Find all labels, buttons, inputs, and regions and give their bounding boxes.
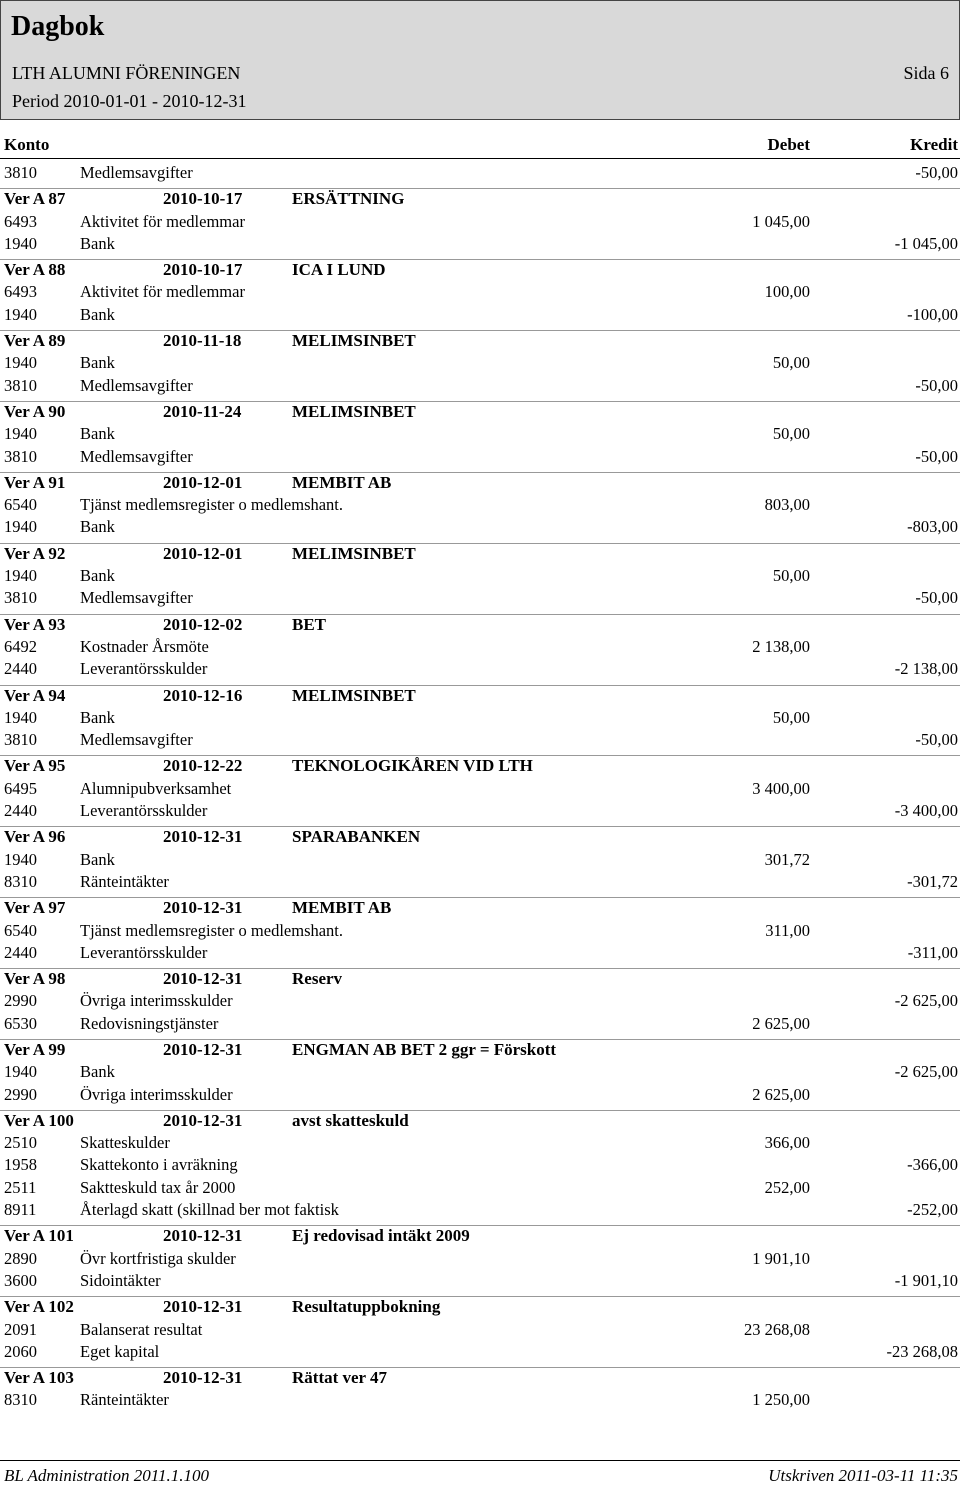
voucher-description: Ej redovisad intäkt 2009 <box>292 1226 470 1246</box>
account-row <box>0 565 960 587</box>
voucher-description: MEMBIT AB <box>292 472 392 492</box>
voucher-header <box>0 685 960 707</box>
voucher-number: Ver A 90 <box>4 401 66 421</box>
account-number: 2990 <box>4 991 37 1011</box>
voucher-divider <box>0 1367 960 1368</box>
journal-entries <box>0 162 960 1412</box>
account-row <box>0 233 960 255</box>
kredit-amount: -23 268,08 <box>886 1341 958 1361</box>
voucher-number: Ver A 101 <box>4 1226 74 1246</box>
column-debet: Debet <box>767 135 810 154</box>
kredit-amount: -50,00 <box>915 375 958 395</box>
account-row <box>0 423 960 445</box>
voucher-header <box>0 614 960 636</box>
account-number: 2440 <box>4 801 37 821</box>
account-number: 2990 <box>4 1084 37 1104</box>
voucher-number: Ver A 93 <box>4 614 66 634</box>
account-name: Bank <box>80 707 115 727</box>
account-name: Bank <box>80 566 115 586</box>
voucher-number: Ver A 96 <box>4 827 66 847</box>
account-name: Återlagd skatt (skillnad ber mot faktisk <box>80 1200 339 1220</box>
voucher-date: 2010-12-31 <box>163 1110 243 1130</box>
debet-amount: 3 400,00 <box>752 778 810 798</box>
voucher-date: 2010-12-22 <box>163 756 243 776</box>
account-name: Bank <box>80 849 115 869</box>
kredit-amount: -3 400,00 <box>894 801 958 821</box>
kredit-amount: -100,00 <box>907 304 958 324</box>
account-number: 1940 <box>4 424 37 444</box>
account-row <box>0 1248 960 1270</box>
voucher-divider <box>0 1296 960 1297</box>
voucher-header <box>0 543 960 565</box>
voucher-header <box>0 1039 960 1061</box>
account-row <box>0 281 960 303</box>
voucher-date: 2010-12-31 <box>163 1226 243 1246</box>
voucher-divider <box>0 1110 960 1111</box>
account-number: 8310 <box>4 1390 37 1410</box>
account-row <box>0 304 960 326</box>
kredit-amount: -1 045,00 <box>894 233 958 253</box>
account-row <box>0 1270 960 1292</box>
account-name: Aktivitet för medlemmar <box>80 211 245 231</box>
report-footer <box>0 1462 960 1486</box>
account-name: Leverantörsskulder <box>80 801 208 821</box>
kredit-amount: -50,00 <box>915 446 958 466</box>
account-name: Medlemsavgifter <box>80 446 193 466</box>
account-number: 6492 <box>4 636 37 656</box>
debet-amount: 2 138,00 <box>752 636 810 656</box>
account-row <box>0 658 960 680</box>
account-row <box>0 1084 960 1106</box>
voucher-number: Ver A 102 <box>4 1297 74 1317</box>
voucher-description: ERSÄTTNING <box>292 189 405 209</box>
account-name: Kostnader Årsmöte <box>80 636 209 656</box>
voucher-divider <box>0 968 960 969</box>
voucher-header <box>0 330 960 352</box>
account-number: 6530 <box>4 1013 37 1033</box>
account-row <box>0 942 960 964</box>
voucher-divider <box>0 188 960 189</box>
debet-amount: 50,00 <box>772 707 810 727</box>
kredit-amount: -2 138,00 <box>894 659 958 679</box>
voucher-date: 2010-12-01 <box>163 543 243 563</box>
software-version: BL Administration 2011.1.100 <box>4 1466 209 1485</box>
voucher-header <box>0 472 960 494</box>
voucher-description: ENGMAN AB BET 2 ggr = Förskott <box>292 1039 557 1059</box>
account-name: Sidointäkter <box>80 1270 161 1290</box>
account-row <box>0 446 960 468</box>
voucher-description: MELIMSINBET <box>292 401 416 421</box>
kredit-amount: -2 625,00 <box>894 1062 958 1082</box>
header-rule <box>0 158 960 159</box>
organization-name: LTH ALUMNI FÖRENINGEN <box>12 63 241 83</box>
voucher-number: Ver A 99 <box>4 1039 66 1059</box>
account-number: 1940 <box>4 566 37 586</box>
account-name: Leverantörsskulder <box>80 659 208 679</box>
account-name: Bank <box>80 424 115 444</box>
debet-amount: 252,00 <box>764 1177 810 1197</box>
voucher-header <box>0 1110 960 1132</box>
account-name: Ränteintäkter <box>80 871 169 891</box>
voucher-number: Ver A 89 <box>4 331 66 351</box>
account-name: Eget kapital <box>80 1341 160 1361</box>
kredit-amount: -252,00 <box>907 1200 958 1220</box>
voucher-divider <box>0 1225 960 1226</box>
account-number: 8310 <box>4 871 37 891</box>
column-konto: Konto <box>4 135 50 154</box>
account-row <box>0 990 960 1012</box>
account-name: Bank <box>80 304 115 324</box>
debet-amount: 1 045,00 <box>752 211 810 231</box>
account-number: 3810 <box>4 730 37 750</box>
voucher-description: MEMBIT AB <box>292 898 392 918</box>
account-number: 6495 <box>4 778 37 798</box>
voucher-number: Ver A 100 <box>4 1110 74 1130</box>
voucher-description: MELIMSINBET <box>292 685 416 705</box>
voucher-divider <box>0 614 960 615</box>
account-name: Skattekonto i avräkning <box>80 1155 238 1175</box>
account-row <box>0 849 960 871</box>
kredit-amount: -50,00 <box>915 588 958 608</box>
report-title: Dagbok <box>11 11 105 42</box>
account-number: 1940 <box>4 707 37 727</box>
report-period: Period 2010-01-01 - 2010-12-31 <box>12 91 247 111</box>
voucher-divider <box>0 897 960 898</box>
account-row <box>0 1341 960 1363</box>
account-row <box>0 920 960 942</box>
voucher-header <box>0 1225 960 1247</box>
account-name: Alumnipubverksamhet <box>80 778 232 798</box>
voucher-date: 2010-11-24 <box>163 401 242 421</box>
account-row <box>0 800 960 822</box>
account-number: 6493 <box>4 282 37 302</box>
account-number: 8911 <box>4 1200 37 1220</box>
debet-amount: 23 268,08 <box>744 1319 810 1339</box>
account-name: Leverantörsskulder <box>80 942 208 962</box>
account-name: Tjänst medlemsregister o medlemshant. <box>80 495 344 515</box>
voucher-description: TEKNOLOGIKÅREN VID LTH <box>292 756 533 776</box>
account-row <box>0 778 960 800</box>
account-row <box>0 707 960 729</box>
account-number: 2060 <box>4 1341 37 1361</box>
voucher-description: MELIMSINBET <box>292 331 416 351</box>
account-row <box>0 211 960 233</box>
voucher-header <box>0 401 960 423</box>
account-name: Medlemsavgifter <box>80 588 193 608</box>
account-number: 3810 <box>4 446 37 466</box>
account-number: 1940 <box>4 304 37 324</box>
voucher-divider <box>0 401 960 402</box>
voucher-number: Ver A 87 <box>4 189 66 209</box>
account-number: 2440 <box>4 942 37 962</box>
voucher-date: 2010-12-31 <box>163 827 243 847</box>
account-row <box>0 636 960 658</box>
column-kredit: Kredit <box>910 135 958 154</box>
voucher-number: Ver A 94 <box>4 685 66 705</box>
account-number: 2511 <box>4 1177 37 1197</box>
account-number: 2440 <box>4 659 37 679</box>
voucher-description: Resultatuppbokning <box>292 1297 441 1317</box>
print-timestamp: Utskriven 2011-03-11 11:35 <box>768 1466 958 1485</box>
kredit-amount: -803,00 <box>907 517 958 537</box>
debet-amount: 2 625,00 <box>752 1084 810 1104</box>
account-row <box>0 1061 960 1083</box>
voucher-description: avst skatteskuld <box>292 1110 409 1130</box>
account-number: 6540 <box>4 495 37 515</box>
voucher-number: Ver A 98 <box>4 969 66 989</box>
account-name: Övriga interimsskulder <box>80 991 233 1011</box>
voucher-date: 2010-12-31 <box>163 1039 243 1059</box>
voucher-divider <box>0 826 960 827</box>
debet-amount: 2 625,00 <box>752 1013 810 1033</box>
account-number: 1958 <box>4 1155 37 1175</box>
kredit-amount: -301,72 <box>907 871 958 891</box>
voucher-header <box>0 755 960 777</box>
voucher-divider <box>0 685 960 686</box>
debet-amount: 311,00 <box>765 920 810 940</box>
voucher-number: Ver A 95 <box>4 756 66 776</box>
account-number: 1940 <box>4 517 37 537</box>
account-row <box>0 352 960 374</box>
account-number: 1940 <box>4 233 37 253</box>
voucher-header <box>0 968 960 990</box>
voucher-divider <box>0 472 960 473</box>
voucher-header <box>0 897 960 919</box>
account-number: 1940 <box>4 1062 37 1082</box>
account-number: 6493 <box>4 211 37 231</box>
account-row <box>0 516 960 538</box>
account-row <box>0 162 960 184</box>
kredit-amount: -50,00 <box>915 163 958 182</box>
account-name: Aktivitet för medlemmar <box>80 282 245 302</box>
account-number: 1940 <box>4 353 37 373</box>
account-name: Ränteintäkter <box>80 1390 169 1410</box>
voucher-date: 2010-10-17 <box>163 189 243 209</box>
voucher-divider <box>0 330 960 331</box>
voucher-divider <box>0 543 960 544</box>
account-name: Balanserat resultat <box>80 1319 203 1339</box>
account-name: Övr kortfristiga skulder <box>80 1248 236 1268</box>
column-headers <box>0 135 960 157</box>
voucher-description: BET <box>292 614 327 634</box>
voucher-header <box>0 259 960 281</box>
kredit-amount: -50,00 <box>915 730 958 750</box>
debet-amount: 100,00 <box>764 282 810 302</box>
voucher-divider <box>0 259 960 260</box>
voucher-date: 2010-12-01 <box>163 472 243 492</box>
account-number: 3810 <box>4 163 37 182</box>
kredit-amount: -366,00 <box>907 1155 958 1175</box>
voucher-description: SPARABANKEN <box>292 827 421 847</box>
voucher-number: Ver A 92 <box>4 543 66 563</box>
account-row <box>0 375 960 397</box>
kredit-amount: -2 625,00 <box>894 991 958 1011</box>
voucher-header <box>0 1367 960 1389</box>
voucher-date: 2010-10-17 <box>163 260 243 280</box>
account-number: 3810 <box>4 588 37 608</box>
voucher-description: MELIMSINBET <box>292 543 416 563</box>
voucher-header <box>0 1296 960 1318</box>
account-row <box>0 587 960 609</box>
account-name: Bank <box>80 1062 115 1082</box>
account-name: Bank <box>80 353 115 373</box>
account-row <box>0 729 960 751</box>
account-row <box>0 1319 960 1341</box>
voucher-date: 2010-12-16 <box>163 685 243 705</box>
voucher-description: ICA I LUND <box>292 260 386 280</box>
debet-amount: 803,00 <box>764 495 810 515</box>
account-name: Skatteskulder <box>80 1133 170 1153</box>
account-name: Tjänst medlemsregister o medlemshant. <box>80 920 344 940</box>
debet-amount: 1 250,00 <box>752 1390 810 1410</box>
debet-amount: 301,72 <box>764 849 810 869</box>
debet-amount: 50,00 <box>772 424 810 444</box>
account-name: Medlemsavgifter <box>80 730 193 750</box>
account-row <box>0 1177 960 1199</box>
account-number: 3600 <box>4 1270 37 1290</box>
account-row <box>0 871 960 893</box>
debet-amount: 1 901,10 <box>752 1248 810 1268</box>
footer-rule <box>0 1460 960 1461</box>
voucher-date: 2010-12-31 <box>163 1368 243 1388</box>
kredit-amount: -1 901,10 <box>894 1270 958 1290</box>
voucher-date: 2010-12-31 <box>163 969 243 989</box>
debet-amount: 50,00 <box>772 566 810 586</box>
kredit-amount: -311,00 <box>907 942 958 962</box>
account-name: Medlemsavgifter <box>80 375 193 395</box>
voucher-date: 2010-12-31 <box>163 1297 243 1317</box>
account-name: Saktteskuld tax år 2000 <box>80 1177 236 1197</box>
report-header <box>0 0 960 120</box>
voucher-date: 2010-11-18 <box>163 331 242 351</box>
voucher-header <box>0 188 960 210</box>
account-number: 3810 <box>4 375 37 395</box>
account-name: Bank <box>80 233 115 253</box>
voucher-description: Rättat ver 47 <box>292 1368 388 1388</box>
voucher-number: Ver A 97 <box>4 898 66 918</box>
account-row <box>0 1154 960 1176</box>
account-number: 2091 <box>4 1319 37 1339</box>
voucher-number: Ver A 88 <box>4 260 66 280</box>
account-name: Medlemsavgifter <box>80 163 193 182</box>
account-row <box>0 494 960 516</box>
account-name: Bank <box>80 517 115 537</box>
account-number: 1940 <box>4 849 37 869</box>
account-number: 2510 <box>4 1133 37 1153</box>
voucher-date: 2010-12-31 <box>163 898 243 918</box>
account-name: Övriga interimsskulder <box>80 1084 233 1104</box>
account-number: 6540 <box>4 920 37 940</box>
voucher-date: 2010-12-02 <box>163 614 243 634</box>
account-name: Redovisningstjänster <box>80 1013 219 1033</box>
account-row <box>0 1013 960 1035</box>
account-row <box>0 1132 960 1154</box>
account-row <box>0 1199 960 1221</box>
voucher-description: Reserv <box>292 969 343 989</box>
voucher-number: Ver A 103 <box>4 1368 74 1388</box>
account-row <box>0 1389 960 1411</box>
debet-amount: 366,00 <box>764 1133 810 1153</box>
debet-amount: 50,00 <box>772 353 810 373</box>
account-number: 2890 <box>4 1248 37 1268</box>
page-number: Sida 6 <box>903 63 949 83</box>
voucher-header <box>0 826 960 848</box>
voucher-number: Ver A 91 <box>4 472 66 492</box>
